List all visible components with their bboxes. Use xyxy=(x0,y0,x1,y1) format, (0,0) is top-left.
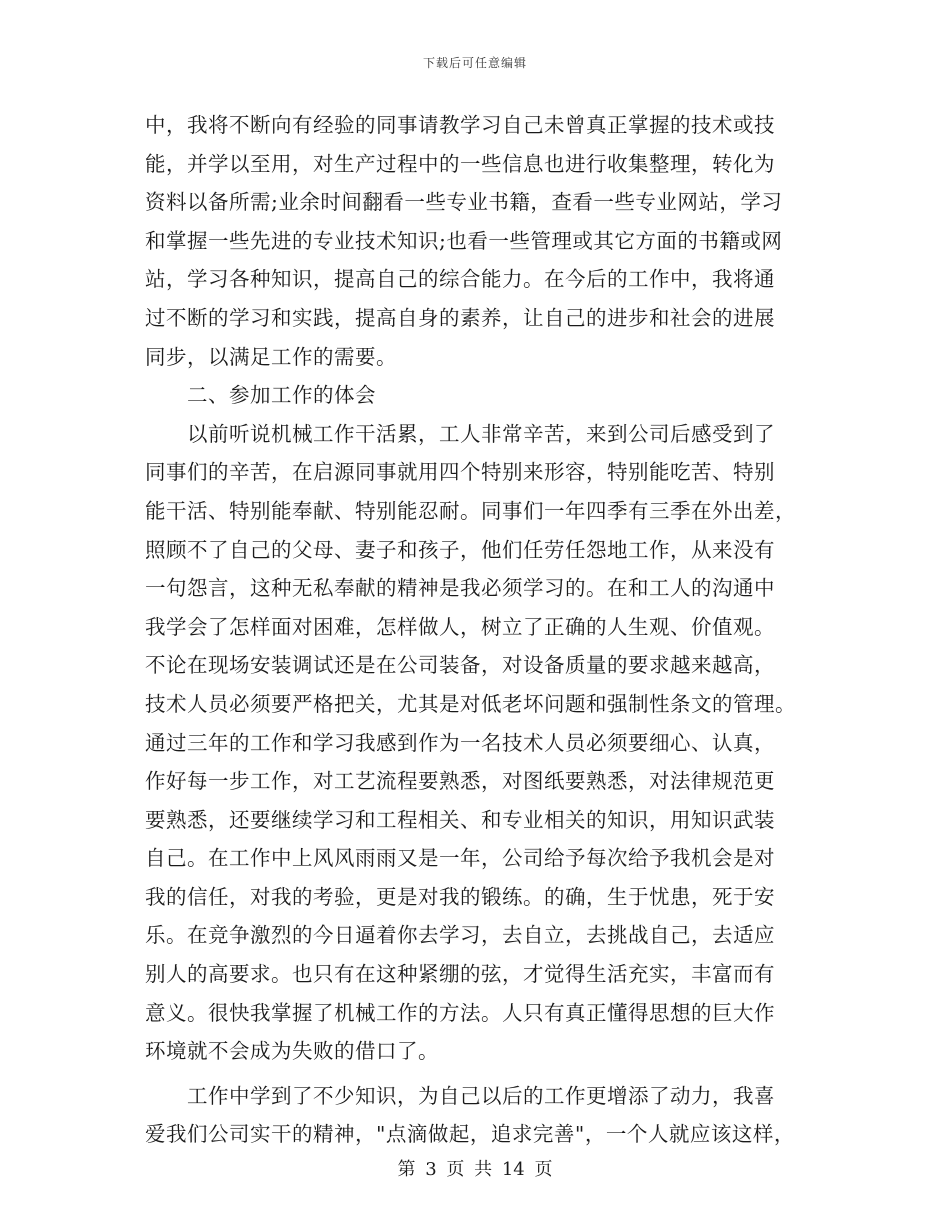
text-line: 环境就不会成为失败的借口了。 xyxy=(145,1039,439,1064)
text-line: 同事们的辛苦，在启源同事就用四个特别来形容，特别能吃苦、特别 xyxy=(145,460,775,485)
text-line: 作好每一步工作，对工艺流程要熟悉，对图纸要熟悉，对法律规范更 xyxy=(145,769,775,794)
text-line: 要熟悉，还要继续学习和工程相关、和专业相关的知识，用知识武装 xyxy=(145,807,775,832)
text-line: 能，并学以至用，对生产过程中的一些信息也进行收集整理，转化为 xyxy=(145,151,775,176)
text-line: 别人的高要求。也只有在这种紧绷的弦，才觉得生活充实，丰富而有 xyxy=(145,962,775,987)
paragraph-start-line: 工作中学到了不少知识，为自己以后的工作更增添了动力，我喜 xyxy=(187,1083,775,1108)
text-line: 资料以备所需;业余时间翻看一些专业书籍，查看一些专业网站，学习 xyxy=(145,190,783,215)
text-line: 自己。在工作中上风风雨雨又是一年，公司给予每次给予我机会是对 xyxy=(145,846,775,871)
paragraph-start-line: 以前听说机械工作干活累，工人非常辛苦，来到公司后感受到了 xyxy=(187,421,775,446)
text-line: 站，学习各种知识，提高自己的综合能力。在今后的工作中，我将通 xyxy=(145,267,775,292)
page-number-footer: 第 3 页 共 14 页 xyxy=(397,1159,553,1180)
text-line: 能干活、特别能奉献、特别能忍耐。同事们一年四季有三季在外出差， xyxy=(145,498,796,523)
text-line: 一句怨言，这种无私奉献的精神是我必须学习的。在和工人的沟通中 xyxy=(145,576,775,601)
document-body xyxy=(145,106,825,1154)
text-line: 和掌握一些先进的专业技术知识;也看一些管理或其它方面的书籍或网 xyxy=(145,228,783,253)
text-line: 意义。很快我掌握了机械工作的方法。人只有真正懂得思想的巨大作 xyxy=(145,1000,775,1025)
text-line: 乐。在竞争激烈的今日逼着你去学习，去自立，去挑战自己，去适应 xyxy=(145,923,775,948)
text-line: 我的信任，对我的考验，更是对我的锻练。的确，生于忧患，死于安 xyxy=(145,884,775,909)
section-heading: 二、参加工作的体会 xyxy=(187,383,376,408)
text-line: 同步，以满足工作的需要。 xyxy=(145,344,397,369)
text-line: 过不断的学习和实践，提高自身的素养，让自己的进步和社会的进展 xyxy=(145,305,775,330)
text-line: 我学会了怎样面对困难，怎样做人，树立了正确的人生观、价值观。 xyxy=(145,614,775,639)
text-line: 照顾不了自己的父母、妻子和孩子，他们任劳任怨地工作，从来没有 xyxy=(145,537,775,562)
page-header: 下载后可任意编辑 xyxy=(422,56,527,70)
text-line: 不论在现场安装调试还是在公司装备，对设备质量的要求越来越高， xyxy=(145,653,775,678)
text-line: 技术人员必须要严格把关，尤其是对低老坏问题和强制性条文的管理。 xyxy=(145,691,796,716)
text-line: 爱我们公司实干的精神，"点滴做起，追求完善"，一个人就应该这样， xyxy=(145,1122,795,1147)
text-line: 通过三年的工作和学习我感到作为一名技术人员必须要细心、认真， xyxy=(145,730,775,755)
text-line: 中，我将不断向有经验的同事请教学习自己未曾真正掌握的技术或技 xyxy=(145,113,775,137)
